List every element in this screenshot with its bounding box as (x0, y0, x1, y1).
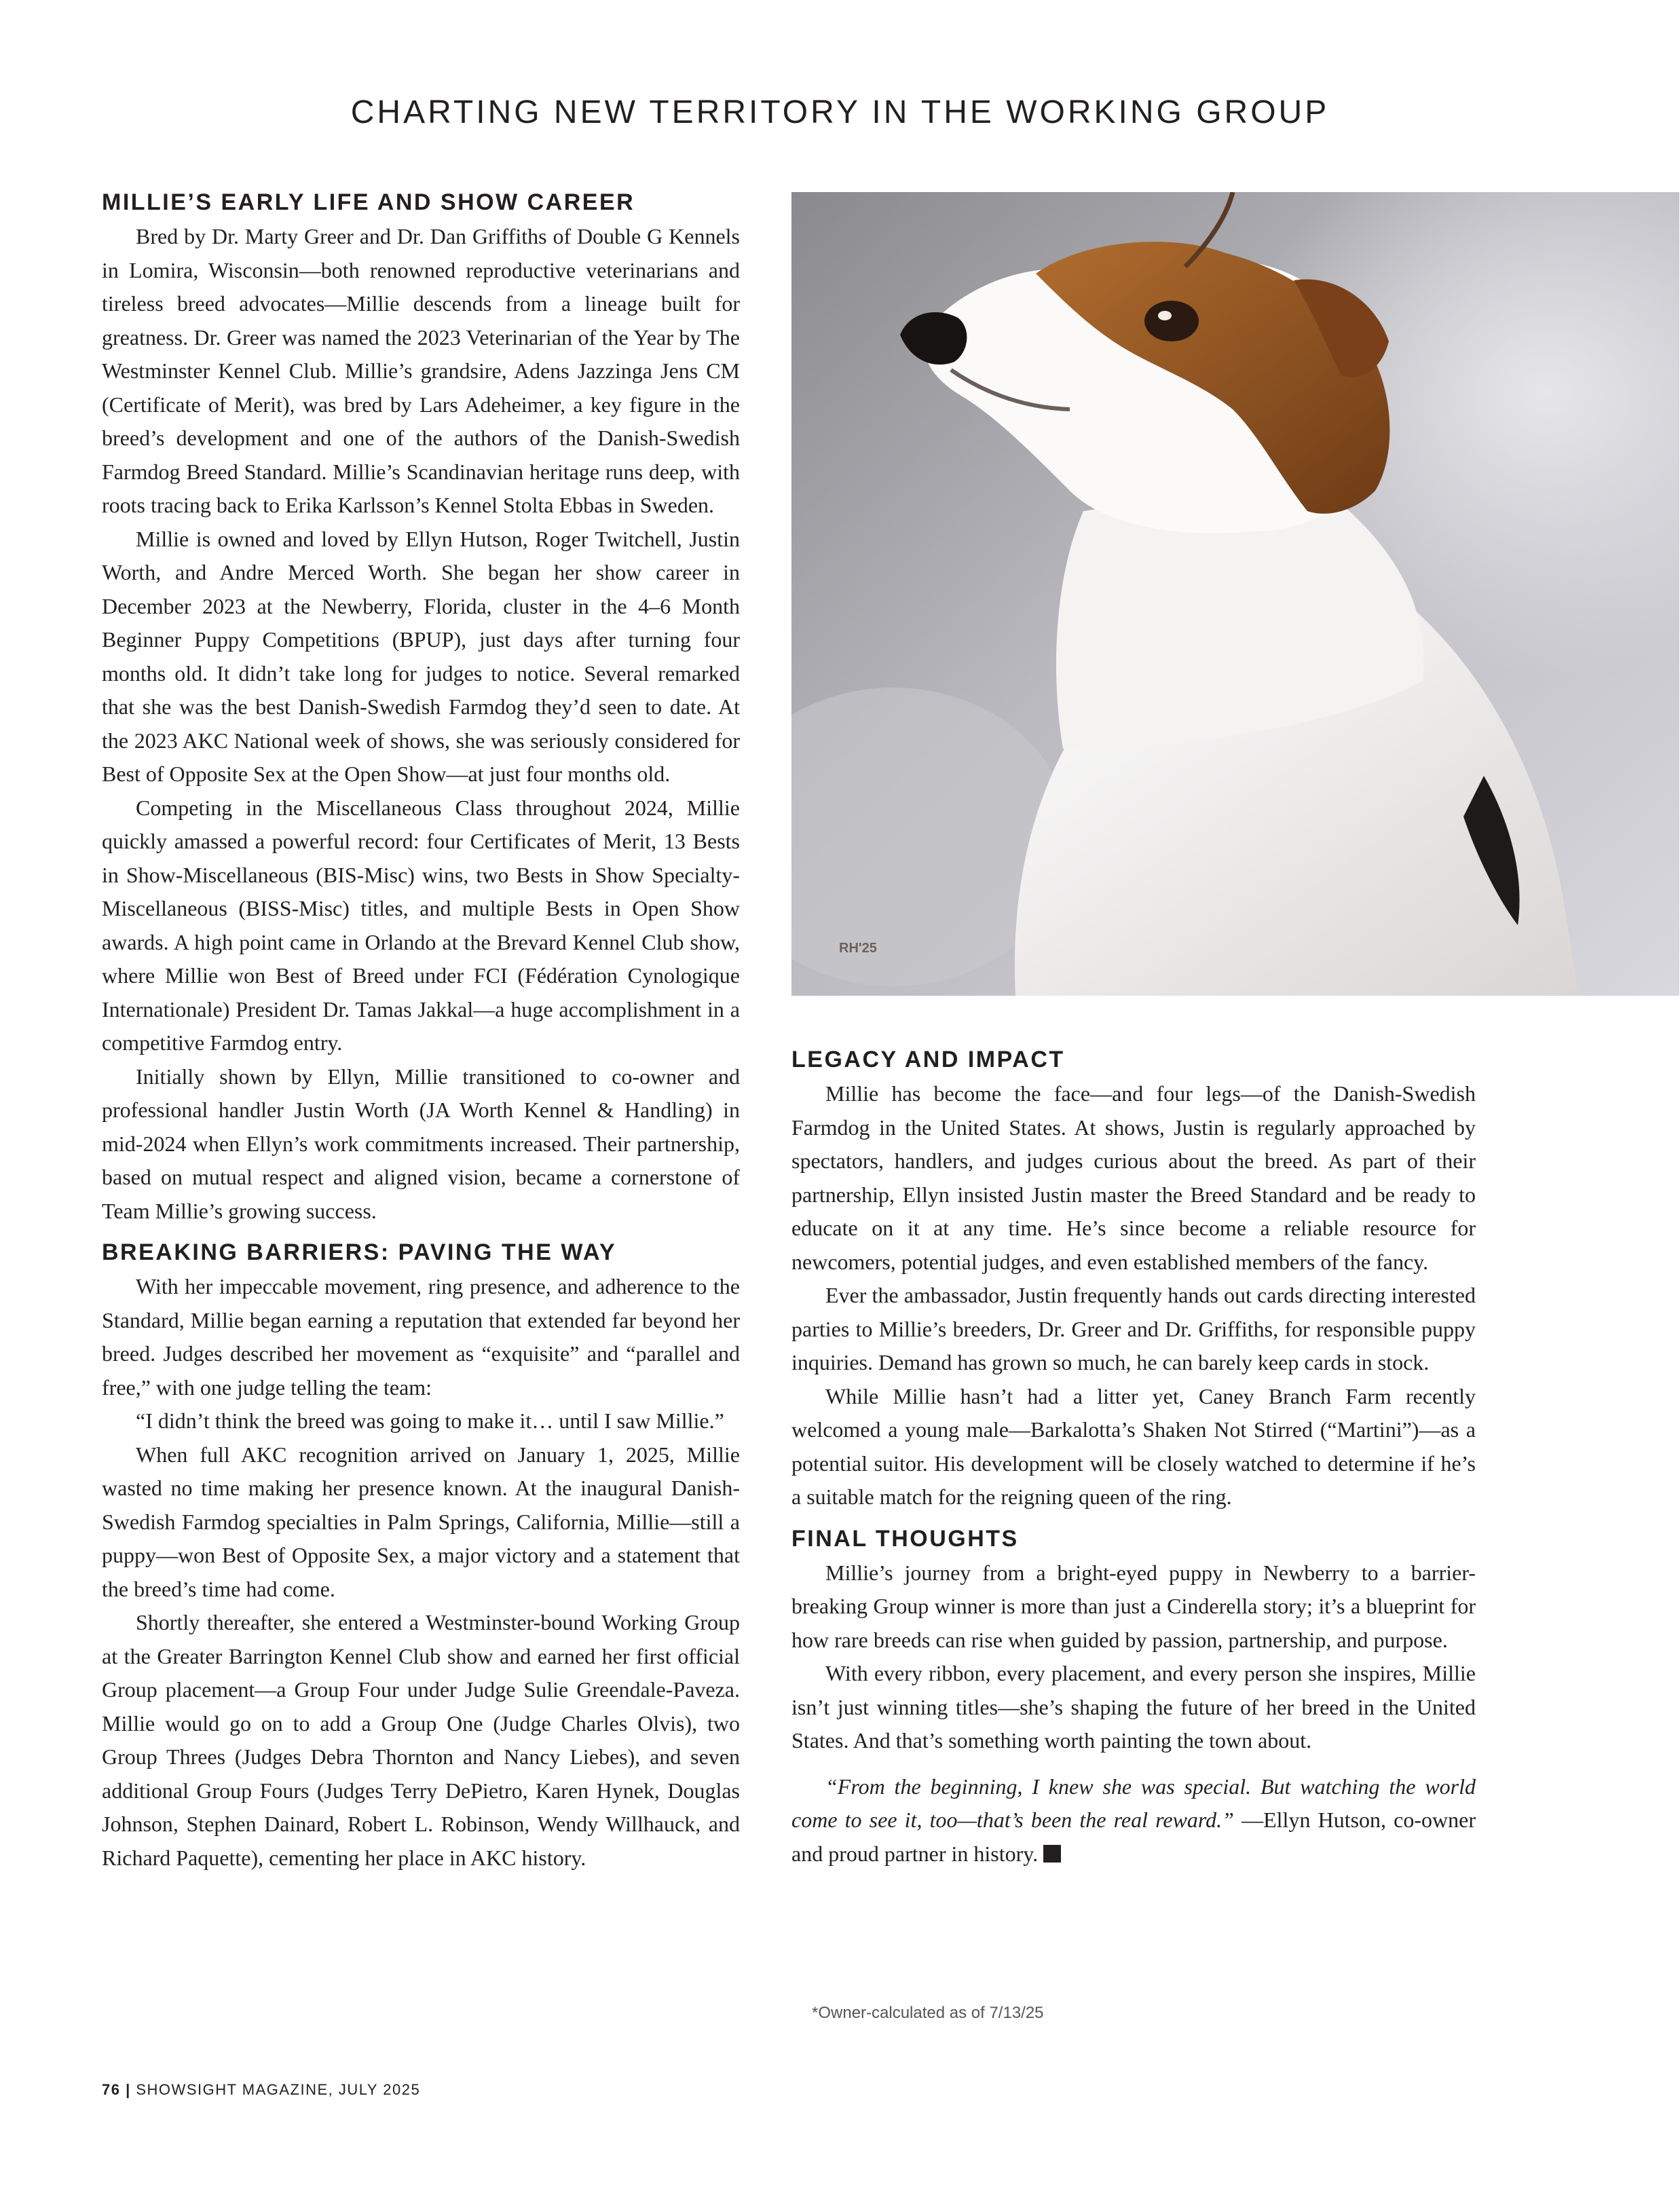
section-heading-breaking-barriers: BREAKING BARRIERS: PAVING THE WAY (102, 1239, 617, 1265)
paragraph: Millie’s journey from a bright-eyed puppy in Newberry to a barrier-breaking Group winner is more than just a Cinderella story; it’s a blueprint for how rare breeds can rise when guided by passion, partnership, and purpose. (791, 1560, 1476, 1652)
page-footer (102, 2081, 420, 2099)
footer-separator: | (120, 2081, 136, 2098)
section-heading-early-life: MILLIE’S EARLY LIFE AND SHOW CAREER (102, 189, 635, 215)
paragraph: Shortly thereafter, she entered a Westminster-bound Working Group at the Greater Barrington Kennel Club show and earned her first official Group placement—a Group Four under Judge Sulie Greendale-Paveza. Millie would go on to add a Group One (Judge Charles Olvis), two Group Threes (Judges Debra Thornton and Nancy Liebes), and seven additional Group Fours (Judges Terry DePietro, Karen Hynek, Douglas Johnson, Stephen Dainard, Robert L. Robinson, Wendy Willhauck, and Richard Paquette), cementing her place in AKC history. (102, 1610, 740, 1870)
section-heading-legacy: LEGACY AND IMPACT (791, 1047, 1065, 1072)
paragraph: Ever the ambassador, Justin frequently hands out cards directing interested parties to Millie’s breeders, Dr. Greer and Dr. Griffiths, for responsible puppy inquiries. Demand has grown so much, he can barely keep cards in stock. (791, 1283, 1476, 1374)
section-heading-final-thoughts: FINAL THOUGHTS (791, 1525, 1019, 1552)
end-mark-icon (1043, 1845, 1061, 1863)
publication-name: SHOWSIGHT MAGAZINE, JULY 2025 (136, 2081, 421, 2098)
footnote: *Owner-calculated as of 7/13/25 (812, 2004, 1044, 2022)
page-header-title: CHARTING NEW TERRITORY IN THE WORKING GROUP (350, 94, 1330, 130)
dog-photo (791, 192, 1679, 996)
paragraph: With every ribbon, every placement, and every person she inspires, Millie isn’t just winning titles—she’s shaping the future of her breed in the United States. And that’s something worth painting the town about. (791, 1661, 1476, 1753)
quote-attribution: —Ellyn Hutson, co-owner and proud partner in history. (791, 1808, 1476, 1866)
closing-quote: “From the beginning, I knew she was special. But watching the world come to see it, too—that’s been the real reward.” (791, 1774, 1476, 1832)
paragraph: Millie is owned and loved by Ellyn Hutson, Roger Twitchell, Justin Worth, and Andre Merced Worth. She began her show career in December 2023 at the Newberry, Florida, cluster in the 4–6 Month Beginner Puppy Competitions (BPUP), just days after turning four months old. It didn’t take long for judges to notice. Several remarked that she was the best Danish-Swedish Farmdog they’d seen to date. At the 2023 AKC National week of shows, she was seriously considered for Best of Opposite Sex at the Open Show—at just four months old. (102, 526, 740, 786)
paragraph: Millie has become the face—and four legs—of the Danish-Swedish Farmdog in the United States. At shows, Justin is regularly approached by spectators, handlers, and judges curious about the breed. As part of their partnership, Ellyn insisted Justin master the Breed Standard and be ready to educate on it at any time. He’s since become a reliable resource for newcomers, potential judges, and even established members of the fancy. (791, 1081, 1476, 1274)
page-number: 76 (102, 2081, 121, 2098)
judge-quote-paragraph: “I didn’t think the breed was going to make it… until I saw Millie.” (136, 1408, 724, 1433)
left-column (102, 185, 740, 1875)
paragraph: Bred by Dr. Marty Greer and Dr. Dan Griffiths of Double G Kennels in Lomira, Wisconsin—both renowned reproductive veterinarians and tireless breed advocates—Millie descends from a lineage built for greatness. Dr. Greer was named the 2023 Veterinarian of the Year by The Westminster Kennel Club. Millie’s grandsire, Adens Jazzinga Jens CM (Certificate of Merit), was bred by Lars Adeheimer, a key figure in the breed’s development and one of the authors of the Danish-Swedish Farmdog Breed Standard. Millie’s Scandinavian heritage runs deep, with roots tracing back to Erika Karlsson’s Kennel Stolta Ebbas in Sweden. (102, 224, 740, 517)
paragraph: Initially shown by Ellyn, Millie transitioned to co-owner and professional handler Justin Worth (JA Worth Kennel & Handling) in mid-2024 when Ellyn’s work commitments increased. Their partnership, based on mutual respect and aligned vision, became a cornerstone of Team Millie’s growing success. (102, 1064, 740, 1223)
right-column (791, 1042, 1476, 1871)
paragraph: While Millie hasn’t had a litter yet, Caney Branch Farm recently welcomed a young male—Barkalotta’s Shaken Not Stirred (“Martini”)—as a potential suitor. His development will be closely watched to determine if he’s a suitable match for the reigning queen of the ring. (791, 1383, 1476, 1509)
paragraph: Competing in the Miscellaneous Class throughout 2024, Millie quickly amassed a powerful record: four Certificates of Merit, 13 Bests in Show-Miscellaneous (BIS-Misc) wins, two Bests in Show Specialty-Miscellaneous (BISS-Misc) titles, and multiple Bests in Open Show awards. A high point came in Orlando at the Brevard Kennel Club show, where Millie won Best of Breed under FCI (Fédération Cynologique Internationale) President Dr. Tamas Jakkal—a huge accomplishment in a competitive Farmdog entry. (102, 795, 740, 1055)
closing-quote-paragraph (791, 1770, 1476, 1871)
photo-watermark: RH'25 (839, 941, 877, 956)
paragraph: With her impeccable movement, ring presence, and adherence to the Standard, Millie began earning a reputation that extended far beyond her breed. Judges described her movement as “exquisite” and “parallel and free,” with one judge telling the team: (102, 1274, 740, 1400)
paragraph: When full AKC recognition arrived on January 1, 2025, Millie wasted no time making her presence known. At the inaugural Danish-Swedish Farmdog specialties in Palm Springs, California, Millie—still a puppy—won Best of Opposite Sex, a major victory and a statement that the breed’s time had come. (102, 1442, 740, 1601)
